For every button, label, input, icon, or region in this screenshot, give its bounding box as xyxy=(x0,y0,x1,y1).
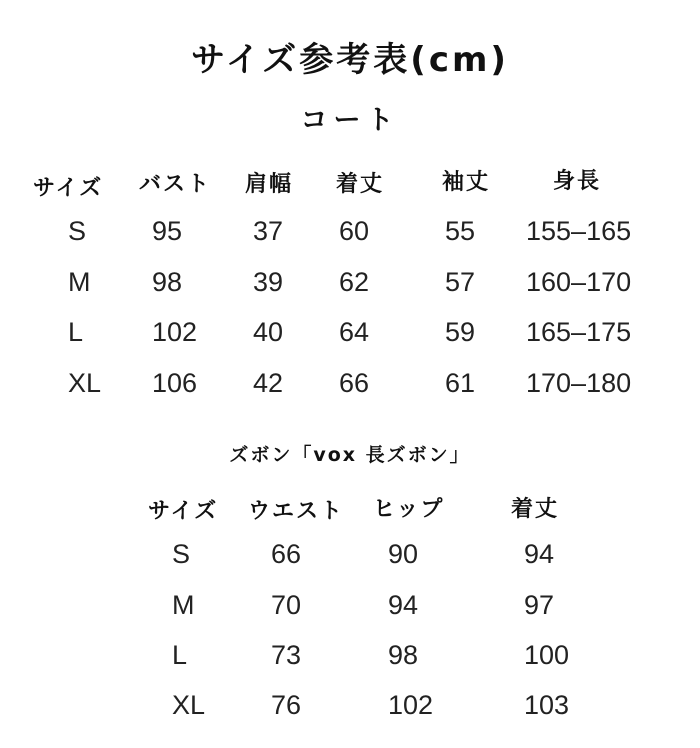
pants-cell-size: L xyxy=(172,640,188,670)
coat-cell-length: 64 xyxy=(339,317,370,347)
pants-header-length: 着丈 xyxy=(511,497,560,522)
coat-header-shoulder: 肩幅 xyxy=(245,172,294,197)
coat-cell-sleeve: 55 xyxy=(445,216,476,246)
coat-cell-shoulder: 42 xyxy=(253,368,284,398)
pants-cell-waist: 66 xyxy=(271,539,302,569)
pants-cell-hip: 98 xyxy=(388,640,419,670)
pants-cell-waist: 76 xyxy=(271,690,302,720)
coat-cell-size: L xyxy=(68,317,84,347)
coat-cell-height: 155–165 xyxy=(526,216,632,246)
pants-cell-size: XL xyxy=(172,690,206,720)
pants-section-title: ズボン「vox 長ズボン」 xyxy=(229,444,471,466)
coat-cell-size: M xyxy=(68,267,91,297)
coat-cell-sleeve: 59 xyxy=(445,317,476,347)
coat-cell-bust: 95 xyxy=(152,216,183,246)
coat-cell-size: S xyxy=(68,216,87,246)
pants-cell-size: S xyxy=(172,539,191,569)
pants-cell-hip: 94 xyxy=(388,590,419,620)
coat-cell-bust: 106 xyxy=(152,368,198,398)
coat-cell-size: XL xyxy=(68,368,102,398)
coat-header-bust: バスト xyxy=(139,172,212,197)
coat-cell-height: 165–175 xyxy=(526,317,632,347)
pants-cell-hip: 102 xyxy=(388,690,434,720)
pants-cell-length: 100 xyxy=(524,640,570,670)
coat-cell-length: 62 xyxy=(339,267,370,297)
coat-header-height: 身長 xyxy=(553,169,602,194)
coat-cell-bust: 98 xyxy=(152,267,183,297)
coat-cell-shoulder: 37 xyxy=(253,216,284,246)
pants-cell-hip: 90 xyxy=(388,539,419,569)
coat-cell-bust: 102 xyxy=(152,317,198,347)
coat-cell-height: 160–170 xyxy=(526,267,632,297)
coat-header-sleeve: 袖丈 xyxy=(442,170,491,195)
pants-cell-waist: 70 xyxy=(271,590,302,620)
pants-header-waist: ウエスト xyxy=(248,499,345,524)
coat-cell-shoulder: 40 xyxy=(253,317,284,347)
coat-cell-sleeve: 57 xyxy=(445,267,476,297)
coat-cell-height: 170–180 xyxy=(526,368,632,398)
pants-header-size: サイズ xyxy=(148,499,219,524)
pants-cell-length: 103 xyxy=(524,690,570,720)
coat-cell-shoulder: 39 xyxy=(253,267,284,297)
coat-cell-length: 60 xyxy=(339,216,370,246)
coat-section-title: コート xyxy=(300,105,400,136)
coat-cell-sleeve: 61 xyxy=(445,368,476,398)
coat-header-size: サイズ xyxy=(33,176,104,201)
coat-header-length: 着丈 xyxy=(336,172,385,197)
pants-header-hip: ヒップ xyxy=(373,497,445,522)
pants-cell-size: M xyxy=(172,590,195,620)
pants-cell-length: 97 xyxy=(524,590,555,620)
page-title: サイズ参考表(cm) xyxy=(191,40,509,80)
pants-cell-waist: 73 xyxy=(271,640,302,670)
pants-cell-length: 94 xyxy=(524,539,555,569)
coat-cell-length: 66 xyxy=(339,368,370,398)
